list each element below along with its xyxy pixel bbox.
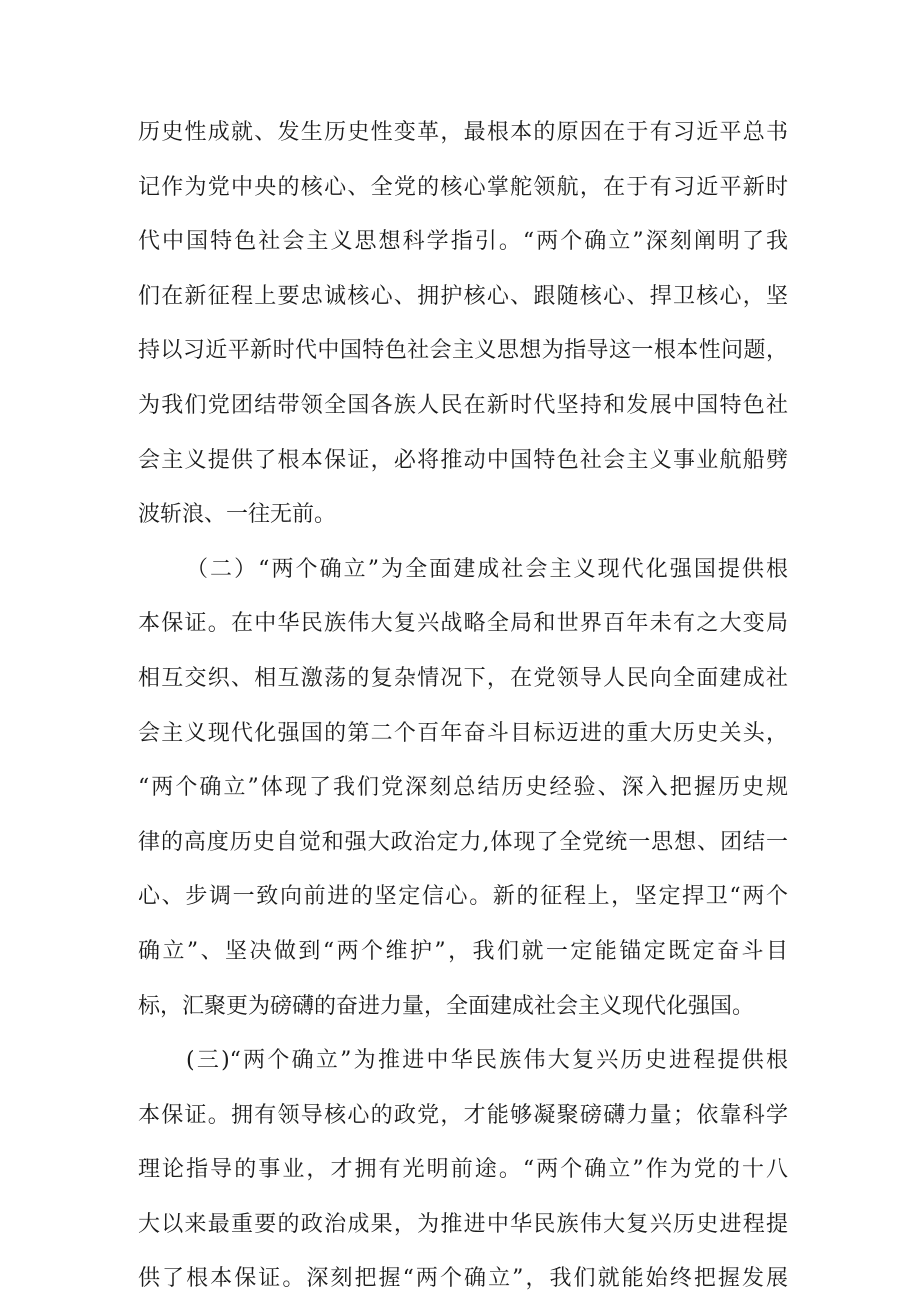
text-line: 大以来最重要的政治成果，为推进中华民族伟大复兴历史进程提	[138, 1211, 788, 1237]
paragraph-heading-line: (三)“两个确立”为推进中华民族伟大复兴历史进程提供根	[186, 1048, 788, 1074]
text-line: 历史性成就、发生历史性变革，最根本的原因在于有习近平总书	[138, 120, 788, 145]
text-line: 本保证。拥有领导核心的政党，才能够凝聚磅礴力量；依靠科学	[138, 1102, 788, 1128]
text-line: 心、步调一致向前进的坚定信心。新的征程上，坚定捍卫“两个	[138, 884, 788, 910]
paragraph-2	[138, 543, 788, 1034]
text-line: 标，汇聚更为磅礴的奋进力量，全面建成社会主义现代化强国。	[138, 993, 755, 1019]
paragraph-1	[138, 106, 788, 543]
text-line: 们在新征程上要忠诚核心、拥护核心、跟随核心、捍卫核心，坚	[138, 283, 788, 309]
text-line: “两个确立”体现了我们党深刻总结历史经验、深入把握历史规	[138, 775, 788, 801]
paragraph-3	[138, 1034, 788, 1307]
text-line: 理论指导的事业，才拥有光明前途。“两个确立”作为党的十八	[138, 1157, 788, 1183]
paragraph-heading-line: （二）“两个确立”为全面建成社会主义现代化强国提供根	[186, 556, 788, 582]
document-body	[138, 106, 788, 1307]
text-line: 供了根本保证。深刻把握“两个确立”，我们就能始终把握发展	[138, 1266, 788, 1292]
text-line: 本保证。在中华民族伟大复兴战略全局和世界百年未有之大变局	[138, 611, 788, 637]
text-line: 持以习近平新时代中国特色社会主义思想为指导这一根本性问题，	[138, 338, 788, 364]
text-line: 记作为党中央的核心、全党的核心掌舵领航，在于有习近平新时	[138, 174, 788, 200]
text-line: 会主义提供了根本保证，必将推动中国特色社会主义事业航船劈	[138, 447, 788, 473]
text-line: 会主义现代化强国的第二个百年奋斗目标迈进的重大历史关头，	[138, 720, 788, 746]
text-line: 确立”、坚决做到“两个维护”，我们就一定能锚定既定奋斗目	[138, 938, 788, 964]
text-line: 波斩浪、一往无前。	[138, 502, 337, 528]
text-line: 为我们党团结带领全国各族人民在新时代坚持和发展中国特色社	[138, 392, 788, 418]
text-line: 代中国特色社会主义思想科学指引。“两个确立”深刻阐明了我	[138, 229, 788, 255]
text-line: 律的高度历史自觉和强大政治定力,体现了全党统一思想、团结一	[138, 829, 788, 855]
text-line: 相互交织、相互激荡的复杂情况下，在党领导人民向全面建成社	[138, 665, 788, 691]
